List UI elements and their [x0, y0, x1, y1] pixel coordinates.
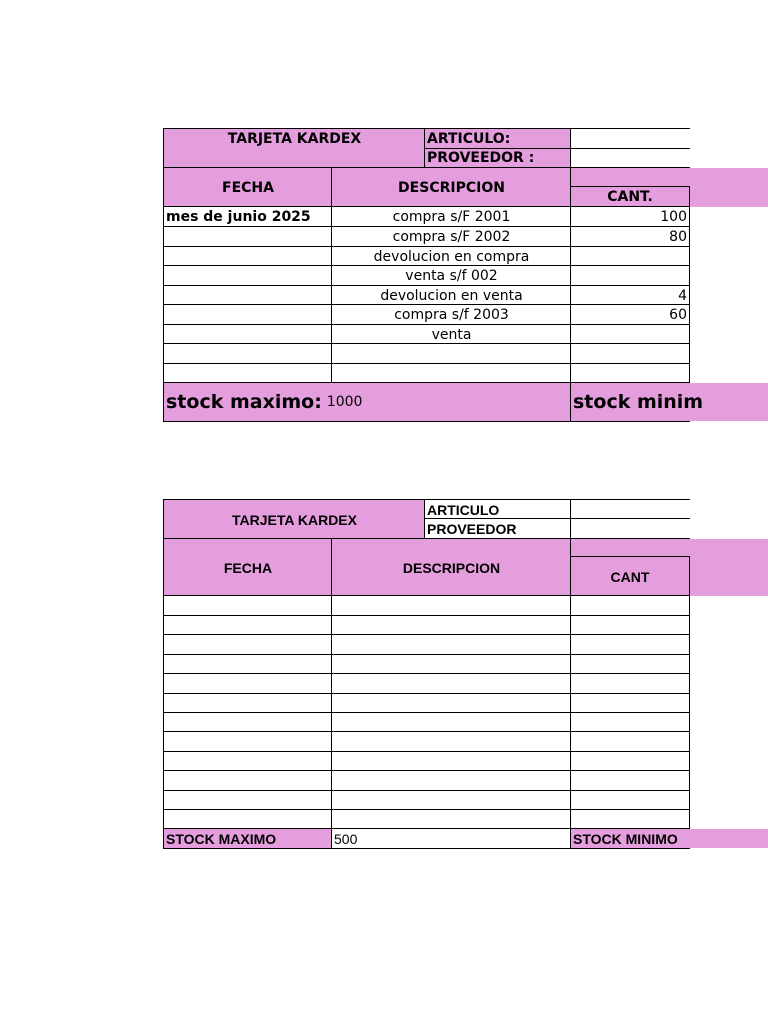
descripcion-cell[interactable]	[332, 751, 571, 770]
fecha-cell[interactable]	[164, 654, 332, 673]
fecha-cell[interactable]	[164, 615, 332, 634]
descripcion-cell[interactable]: venta	[431, 326, 472, 343]
descripcion-cell[interactable]: devolucion en venta	[380, 287, 523, 304]
fecha-cell[interactable]	[164, 770, 332, 790]
cant-cell[interactable]	[571, 790, 689, 809]
articulo-value-field[interactable]	[571, 129, 689, 148]
cant-header: CANT.	[607, 189, 653, 205]
fecha-cell[interactable]	[164, 344, 332, 364]
fecha-cell[interactable]	[164, 790, 332, 809]
stock-maximo-label-2: STOCK MAXIMO	[166, 830, 277, 847]
fecha-header-2: FECHA	[223, 559, 273, 576]
descripcion-cell[interactable]: devolucion en compra	[373, 248, 530, 265]
descripcion-cell[interactable]	[332, 654, 571, 673]
articulo-label-2: ARTICULO	[427, 501, 500, 518]
fecha-cell[interactable]	[164, 325, 332, 344]
cant-header-2: CANT	[610, 568, 650, 585]
fecha-header: FECHA	[222, 179, 274, 196]
descripcion-cell[interactable]	[332, 364, 571, 383]
cant-cell[interactable]	[571, 731, 689, 751]
fecha-cell[interactable]	[164, 809, 332, 829]
descripcion-cell[interactable]: compra s/f 2003	[394, 307, 509, 323]
cant-cell[interactable]	[571, 693, 689, 712]
descripcion-cell[interactable]	[332, 790, 571, 809]
cant-cell[interactable]	[571, 654, 689, 673]
cant-cell[interactable]	[571, 344, 689, 364]
kardex-title: TARJETA KARDEX	[227, 130, 362, 147]
stock-minimo-label: stock minim	[573, 390, 704, 413]
cant-cell[interactable]: 60	[669, 307, 687, 323]
cant-cell[interactable]	[571, 615, 689, 634]
descripcion-cell[interactable]	[332, 693, 571, 712]
cant-cell[interactable]	[571, 596, 689, 615]
proveedor-value-field-2[interactable]	[571, 519, 689, 539]
proveedor-label-2: PROVEEDOR	[427, 521, 517, 537]
fecha-cell[interactable]	[164, 731, 332, 751]
articulo-value-field-2[interactable]	[571, 500, 689, 519]
fecha-cell[interactable]	[164, 673, 332, 693]
descripcion-cell[interactable]: compra s/F 2001	[392, 209, 511, 225]
descripcion-header: DESCRIPCION	[398, 179, 505, 196]
cant-cell[interactable]	[571, 770, 689, 790]
cant-cell[interactable]: 100	[660, 209, 687, 225]
fecha-cell[interactable]	[164, 305, 332, 325]
articulo-label: ARTICULO:	[427, 130, 511, 147]
cant-cell[interactable]	[571, 634, 689, 654]
descripcion-cell[interactable]	[332, 673, 571, 693]
stock-maximo-value: 1000	[326, 394, 363, 410]
descripcion-cell[interactable]	[332, 770, 571, 790]
cant-cell[interactable]	[571, 266, 689, 286]
descripcion-cell[interactable]	[332, 634, 571, 654]
stock-minimo-label-2: STOCK MINIMO	[573, 830, 678, 847]
fecha-cell[interactable]	[164, 596, 332, 615]
cant-cell[interactable]: 4	[678, 287, 687, 304]
descripcion-cell[interactable]	[332, 344, 571, 364]
descripcion-cell[interactable]: compra s/F 2002	[392, 229, 511, 245]
descripcion-header-2: DESCRIPCION	[402, 559, 501, 576]
proveedor-label: PROVEEDOR :	[427, 150, 535, 166]
fecha-cell[interactable]	[164, 712, 332, 731]
fecha-cell[interactable]	[164, 286, 332, 305]
fecha-cell[interactable]	[164, 227, 332, 247]
cant-cell[interactable]: 80	[669, 229, 687, 245]
fecha-cell[interactable]	[164, 364, 332, 383]
cant-cell[interactable]	[571, 247, 689, 266]
cant-cell[interactable]	[571, 325, 689, 344]
stock-maximo-cell	[164, 383, 571, 421]
stock-maximo-value-2: 500	[334, 830, 358, 847]
cant-cell[interactable]	[571, 712, 689, 731]
descripcion-cell[interactable]	[332, 712, 571, 731]
fecha-cell[interactable]: mes de junio 2025	[166, 209, 311, 225]
fecha-cell[interactable]	[164, 247, 332, 266]
descripcion-cell[interactable]	[332, 731, 571, 751]
descripcion-cell[interactable]	[332, 809, 571, 829]
cant-cell[interactable]	[571, 809, 689, 829]
stock-maximo-label: stock maximo:	[166, 390, 322, 413]
proveedor-value-field[interactable]	[571, 148, 689, 168]
kardex-title-2: TARJETA KARDEX	[232, 511, 357, 528]
descripcion-cell[interactable]	[332, 596, 571, 615]
descripcion-cell[interactable]: venta s/f 002	[405, 268, 498, 284]
cant-cell[interactable]	[571, 364, 689, 383]
cant-cell[interactable]	[571, 673, 689, 693]
descripcion-cell[interactable]	[332, 615, 571, 634]
cant-cell[interactable]	[571, 751, 689, 770]
fecha-cell[interactable]	[164, 693, 332, 712]
fecha-cell[interactable]	[164, 751, 332, 770]
fecha-cell[interactable]	[164, 266, 332, 286]
fecha-cell[interactable]	[164, 634, 332, 654]
